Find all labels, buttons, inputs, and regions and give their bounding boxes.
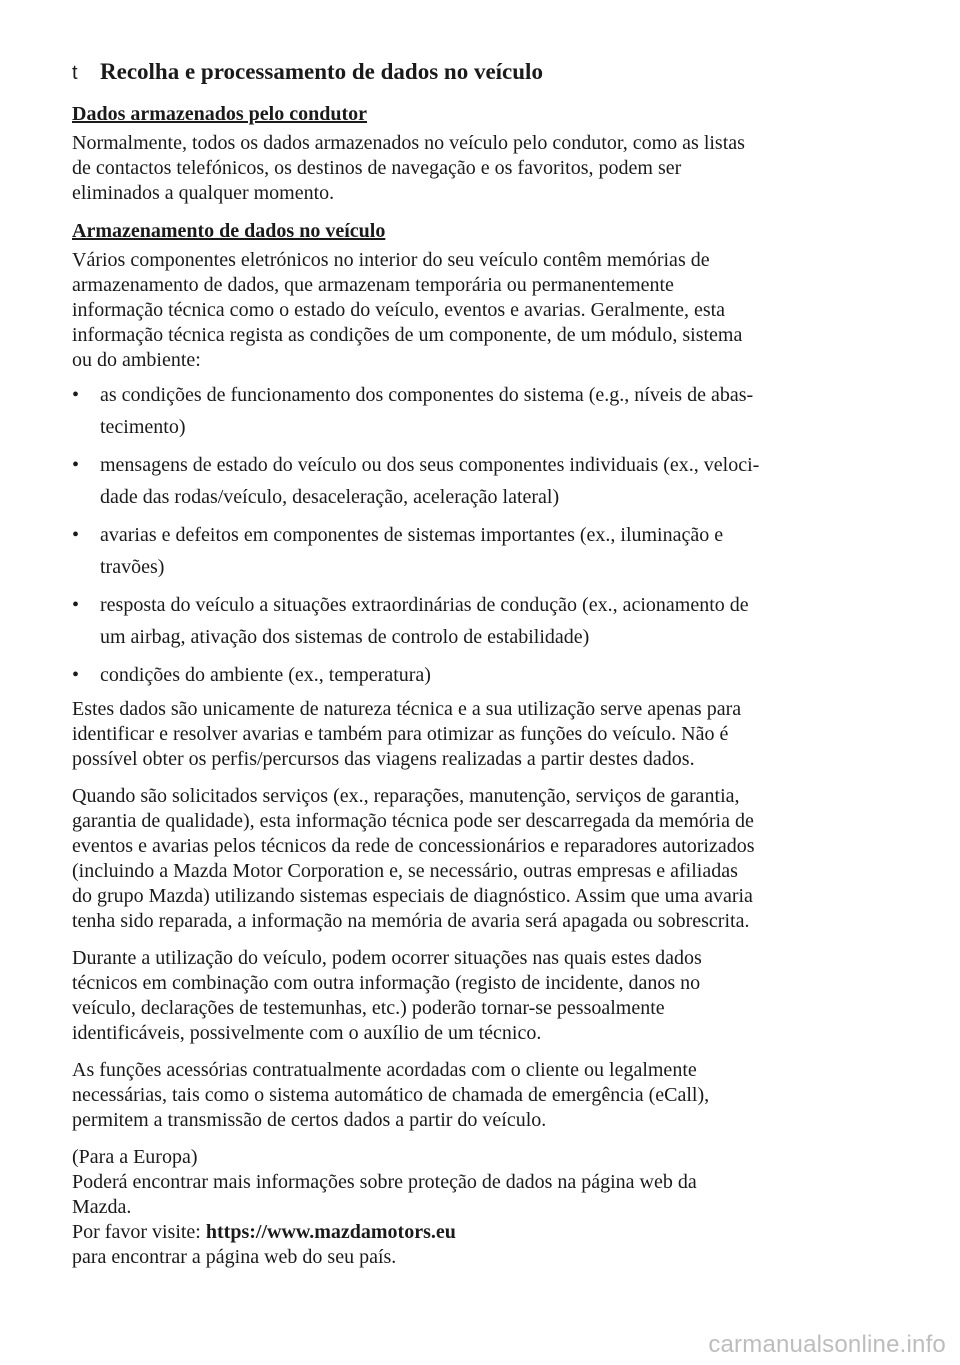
list-item-line: tecimento): [100, 416, 186, 438]
bullet-icon: •: [72, 384, 80, 406]
vehicle-storage-paragraph: [72, 248, 862, 373]
text-line: ou do ambiente:: [72, 349, 201, 371]
driver-data-heading: Dados armazenados pelo condutor: [72, 103, 368, 125]
text-line: tenha sido reparada, a informação na memória de avaria será apagada ou sobrescrita.: [72, 910, 750, 932]
text-line: necessárias, tais como o sistema automático de chamada de emergência (eCall),: [72, 1084, 710, 1106]
text-line: Vários componentes eletrónicos no interior do seu veículo contêm memórias de: [72, 249, 710, 271]
text-line: para encontrar a página web do seu país.: [72, 1246, 397, 1268]
visit-prefix: Por favor visite:: [72, 1221, 206, 1243]
section-marker: t: [72, 62, 78, 84]
text-line: (incluindo a Mazda Motor Corporation e, se necessário, outras empresas e afiliadas: [72, 860, 738, 882]
text-line: veículo, declarações de testemunhas, etc.) poderão tornar-se pessoalmente: [72, 997, 665, 1019]
list-item: [72, 589, 862, 653]
services-paragraph: [72, 784, 862, 934]
text-line: Mazda.: [72, 1196, 132, 1218]
text-line: Normalmente, todos os dados armazenados no veículo pelo condutor, como as listas: [72, 132, 745, 154]
condition-list: [72, 379, 862, 691]
list-item: [72, 659, 862, 691]
list-item-line: dade das rodas/veículo, desaceleração, aceleração lateral): [100, 486, 560, 508]
text-line: possível obter os perfis/percursos das viagens realizadas a partir destes dados.: [72, 748, 695, 770]
text-line: eventos e avarias pelos técnicos da rede de concessionários e reparadores autorizados: [72, 835, 755, 857]
text-line: As funções acessórias contratualmente acordadas com o cliente ou legalmente: [72, 1059, 697, 1081]
text-line: informação técnica regista as condições de um componente, de um módulo, sistema: [72, 324, 743, 346]
text-line: garantia de qualidade), esta informação técnica pode ser descarregada da memória de: [72, 810, 754, 832]
ecall-paragraph: [72, 1058, 862, 1133]
list-item-line: um airbag, ativação dos sistemas de controlo de estabilidade): [100, 626, 590, 648]
europe-region-label: (Para a Europa): [72, 1146, 198, 1168]
list-item: [72, 519, 862, 583]
list-item: [72, 449, 862, 513]
list-item: [72, 379, 862, 443]
personal-data-paragraph: [72, 946, 862, 1046]
text-line: do grupo Mazda) utilizando sistemas especiais de diagnóstico. Assim que uma avaria: [72, 885, 753, 907]
driver-data-paragraph: [72, 131, 862, 206]
list-item-line: avarias e defeitos em componentes de sistemas importantes (ex., iluminação e: [100, 524, 724, 546]
list-item-line: resposta do veículo a situações extraordinárias de condução (ex., acionamento de: [100, 594, 749, 616]
bullet-icon: •: [72, 594, 80, 616]
visit-line: [72, 1220, 862, 1245]
text-line: identificáveis, possivelmente com o auxílio de um técnico.: [72, 1022, 542, 1044]
list-item-line: travões): [100, 556, 165, 578]
text-line: Poderá encontrar mais informações sobre proteção de dados na página web da: [72, 1171, 697, 1193]
list-item-line: as condições de funcionamento dos componentes do sistema (e.g., níveis de abas-: [100, 384, 754, 406]
bullet-icon: •: [72, 454, 80, 476]
text-line: permitem a transmissão de certos dados a partir do veículo.: [72, 1109, 547, 1131]
document-page: [72, 56, 862, 1282]
text-line: identificar e resolver avarias e também para otimizar as funções do veículo. Não é: [72, 723, 729, 745]
text-line: Estes dados são unicamente de natureza técnica e a sua utilização serve apenas para: [72, 698, 742, 720]
vehicle-storage-heading: Armazenamento de dados no veículo: [72, 220, 386, 242]
text-line: eliminados a qualquer momento.: [72, 182, 335, 204]
list-item-line: condições do ambiente (ex., temperatura): [100, 664, 431, 686]
text-line: armazenamento de dados, que armazenam temporária ou permanentemente: [72, 274, 674, 296]
list-item-line: mensagens de estado do veículo ou dos seus componentes individuais (ex., veloci-: [100, 454, 760, 476]
text-line: Durante a utilização do veículo, podem ocorrer situações nas quais estes dados: [72, 947, 702, 969]
section-title: [72, 56, 862, 89]
mazda-url-link[interactable]: https://www.mazdamotors.eu: [205, 1221, 456, 1243]
site-watermark: carmanualsonline.info: [708, 1331, 946, 1358]
bullet-icon: •: [72, 524, 80, 546]
europe-paragraph: [72, 1145, 862, 1270]
technical-nature-paragraph: [72, 697, 862, 772]
text-line: de contactos telefónicos, os destinos de navegação e os favoritos, podem ser: [72, 157, 682, 179]
text-line: técnicos em combinação com outra informação (registo de incidente, danos no: [72, 972, 701, 994]
text-line: informação técnica como o estado do veículo, eventos e avarias. Geralmente, esta: [72, 299, 726, 321]
bullet-icon: •: [72, 664, 80, 686]
section-title-text: Recolha e processamento de dados no veículo: [100, 59, 543, 84]
text-line: Quando são solicitados serviços (ex., reparações, manutenção, serviços de garantia,: [72, 785, 740, 807]
